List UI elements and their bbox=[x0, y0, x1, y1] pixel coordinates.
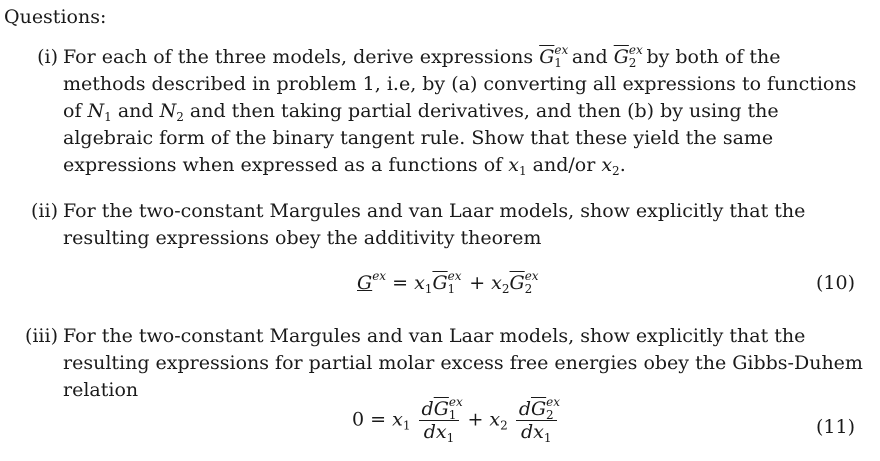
text-run: resulting expressions for partial molar excess free energies obey the Gibbs-Duhem bbox=[63, 352, 863, 374]
math-subscript: 2 bbox=[176, 110, 184, 124]
text-run: and/or bbox=[526, 154, 602, 176]
math-symbol: N bbox=[87, 100, 105, 122]
text-run: algebraic form of the binary tangent rule. Show that these yield the same bbox=[63, 127, 774, 149]
eq10-term2-coef: x bbox=[491, 272, 502, 294]
inline-math-g2ex bbox=[613, 43, 643, 70]
text-run: resulting expressions obey the additivity theorem bbox=[63, 227, 542, 249]
text-run: of bbox=[63, 100, 88, 122]
eq11-fraction-2 bbox=[516, 395, 561, 445]
eq11-term2-coef-sub: 2 bbox=[500, 418, 508, 433]
eq11-lhs: 0 = bbox=[352, 408, 387, 431]
eq11-denominator2-sub: 1 bbox=[543, 431, 552, 445]
text-line bbox=[63, 98, 863, 125]
eq10-term1-symbol: $\overline{G}$ bbox=[432, 272, 448, 294]
eq10-equals: = bbox=[392, 272, 409, 294]
inline-math-n1 bbox=[88, 100, 112, 122]
eq11-numerator2-d: d bbox=[518, 398, 531, 420]
text-line bbox=[63, 152, 863, 179]
question-number: (iii) bbox=[24, 325, 58, 347]
eq11-numerator1-symbol: $\overline{G}$ bbox=[433, 398, 449, 420]
text-run: and bbox=[565, 46, 614, 68]
eq10-term1-sup: ex bbox=[447, 269, 462, 283]
math-superscript: ex bbox=[554, 43, 569, 57]
text-run: and then taking partial derivatives, and then (b) by using the bbox=[183, 100, 779, 122]
text-line bbox=[63, 125, 863, 152]
text-run: For each of the three models, derive expressions bbox=[63, 46, 540, 68]
eq11-numerator-2 bbox=[516, 395, 561, 422]
eq11-numerator-1 bbox=[419, 395, 463, 422]
eq11-denominator2-text: dx bbox=[520, 421, 544, 443]
math-symbol: N bbox=[159, 100, 177, 122]
text-line bbox=[63, 225, 863, 252]
text-run: by both of the bbox=[640, 46, 781, 68]
eq11-numerator1-d: d bbox=[421, 398, 434, 420]
eq10-plus: + bbox=[469, 272, 486, 294]
eq11-numerator2-sub: 2 bbox=[546, 408, 554, 422]
eq10-term2-sub: 2 bbox=[524, 282, 533, 296]
equation-10-expression bbox=[357, 269, 539, 297]
eq10-lhs-symbol: G bbox=[357, 272, 373, 294]
question-number: (ii) bbox=[31, 200, 58, 222]
eq11-numerator2-symbol: $\overline{G}$ bbox=[530, 398, 547, 420]
eq10-lhs-superscript: ex bbox=[372, 269, 387, 283]
eq10-term1-coef-sub: 1 bbox=[424, 282, 433, 296]
inline-math-x1 bbox=[508, 154, 526, 176]
question-text bbox=[63, 323, 863, 404]
math-subscript: 2 bbox=[612, 164, 620, 178]
math-subscript: 1 bbox=[104, 110, 112, 124]
text-line bbox=[63, 198, 863, 225]
math-symbol: $\overline{G}$ bbox=[613, 46, 629, 68]
eq10-term1-sub: 1 bbox=[447, 282, 456, 296]
math-subscript: 1 bbox=[554, 56, 562, 70]
eq10-term2-symbol: $\overline{G}$ bbox=[509, 272, 525, 294]
eq10-term2-sup: ex bbox=[524, 269, 539, 283]
eq11-denominator1-text: dx bbox=[423, 421, 447, 443]
equation-11-number: (11) bbox=[815, 416, 855, 438]
text-run: For the two-constant Margules and van Laar models, show explicitly that the bbox=[63, 200, 806, 222]
eq11-numerator2-sup: ex bbox=[546, 395, 561, 409]
text-run: . bbox=[619, 154, 626, 176]
eq11-term1-coef-sub: 1 bbox=[402, 418, 411, 433]
math-subscript: 2 bbox=[628, 56, 637, 70]
text-run: methods described in problem 1, i.e, by (a) converting all expressions to functions bbox=[63, 73, 857, 95]
math-subscript: 1 bbox=[518, 164, 527, 178]
questions-heading: Questions: bbox=[4, 6, 107, 28]
inline-math-n2 bbox=[160, 100, 184, 122]
eq11-numerator1-sub: 1 bbox=[448, 408, 457, 422]
text-run: expressions when expressed as a functions of bbox=[63, 154, 509, 176]
math-superscript: ex bbox=[628, 43, 643, 57]
eq11-term2-coef: x bbox=[489, 408, 501, 431]
equation-10-number: (10) bbox=[815, 272, 855, 294]
text-line bbox=[63, 44, 863, 71]
eq11-denominator-2 bbox=[516, 421, 557, 443]
text-line bbox=[63, 350, 863, 377]
question-number: (i) bbox=[37, 46, 58, 68]
text-run: and bbox=[111, 100, 160, 122]
text-run: relation bbox=[63, 379, 139, 401]
text-line bbox=[63, 323, 863, 350]
math-symbol: $\overline{G}$ bbox=[539, 46, 555, 68]
eq11-numerator1-sup: ex bbox=[448, 395, 463, 409]
inline-math-x2 bbox=[601, 154, 619, 176]
eq11-denominator-1 bbox=[419, 421, 460, 443]
eq11-plus: + bbox=[467, 408, 484, 431]
eq10-term1-coef: x bbox=[414, 272, 425, 294]
text-line bbox=[63, 71, 863, 98]
eq10-term2-coef-sub: 2 bbox=[501, 282, 510, 296]
math-symbol: x bbox=[508, 154, 519, 176]
math-symbol: x bbox=[601, 154, 613, 176]
text-run: For the two-constant Margules and van Laar models, show explicitly that the bbox=[63, 325, 806, 347]
equation-11-expression bbox=[352, 395, 561, 445]
question-text bbox=[63, 44, 863, 179]
question-text bbox=[63, 198, 863, 252]
eq11-term1-coef: x bbox=[392, 408, 403, 431]
eq11-fraction-1 bbox=[419, 395, 463, 445]
inline-math-g1ex bbox=[539, 43, 569, 70]
eq11-denominator1-sub: 1 bbox=[446, 431, 455, 445]
